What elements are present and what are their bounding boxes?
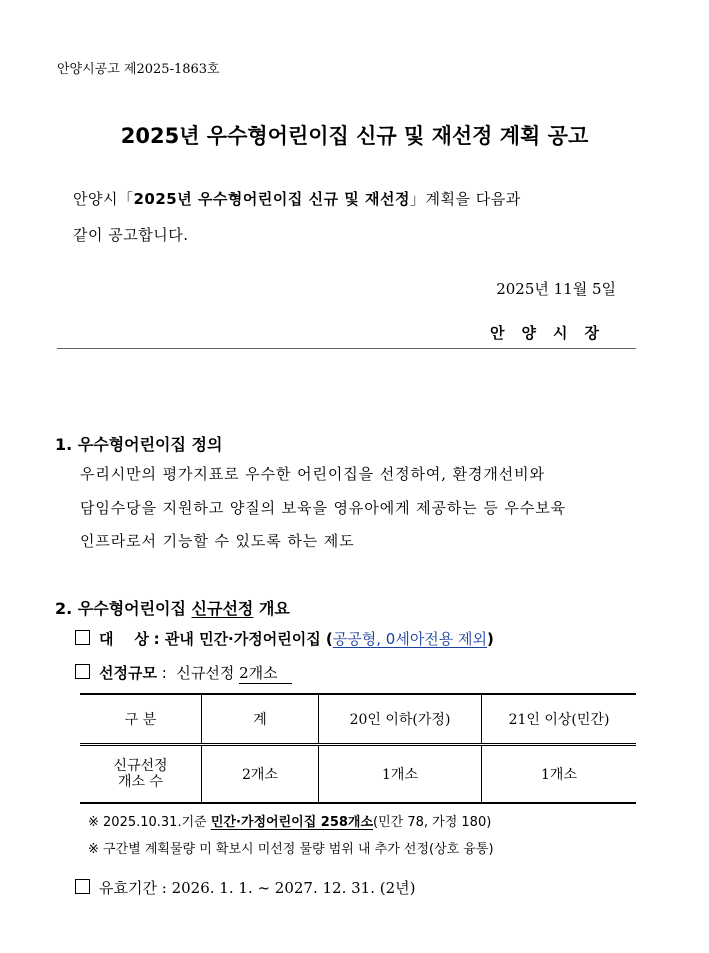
intro-line-1	[73, 188, 521, 209]
notice-number: 안양시공고 제2025-1863호	[57, 62, 220, 77]
scale-text: 신규선정	[176, 664, 235, 682]
intro-prefix: 안양시「	[73, 190, 134, 208]
notice-date: 2025년 11월 5일	[496, 280, 616, 298]
table-cell: 2개소	[202, 745, 319, 804]
signer: 안양시장	[490, 324, 616, 342]
table-cell: 1개소	[319, 745, 482, 804]
row-head-line-2: 개소 수	[117, 774, 164, 790]
table-header-cell: 20인 이하(가정)	[319, 694, 482, 745]
section-1-line-3: 인프라로서 기능할 수 있도록 하는 제도	[80, 532, 355, 550]
checkbox-icon	[75, 664, 90, 679]
table-row-head	[80, 745, 202, 804]
section-1-line-2: 담임수당을 지원하고 양질의 보육을 영유아에게 제공하는 등 우수보육	[80, 499, 566, 517]
note-1	[88, 811, 491, 830]
note-1-prefix: ※ 2025.10.31.기준	[88, 815, 211, 830]
target-value: : 관내 민간·가정어린이집 (	[153, 630, 333, 648]
row-head-line-1: 신규선정	[113, 758, 168, 774]
section-2-heading-underlined: 신규선정	[191, 599, 254, 618]
section-1-heading: 1. 우수형어린이집 정의	[55, 435, 223, 454]
section-2-heading-suffix: 개요	[253, 599, 290, 618]
table-header-cell: 21인 이상(민간)	[482, 694, 637, 745]
table-row	[80, 745, 636, 804]
table-header-row	[80, 694, 636, 745]
intro-line-2: 같이 공고합니다.	[73, 226, 189, 244]
note-2: ※ 구간별 계획물량 미 확보시 미선정 물량 범위 내 추가 선정(상호 융통)	[88, 842, 494, 857]
table-header-cell: 계	[202, 694, 319, 745]
section-2-heading	[55, 596, 290, 619]
scale-label: 선정규모	[99, 664, 157, 682]
target-label: 대 상	[99, 630, 149, 648]
validity-label: 유효기간	[99, 879, 157, 897]
document-title: 2025년 우수형어린이집 신규 및 재선정 계획 공고	[120, 124, 589, 148]
table-header-cell: 구 분	[80, 694, 202, 745]
checkbox-icon	[75, 630, 90, 645]
target-close: )	[487, 630, 494, 648]
header-divider	[57, 348, 636, 349]
scale-line	[75, 662, 292, 684]
scale-colon: :	[161, 664, 167, 682]
table-cell: 1개소	[482, 745, 637, 804]
scale-value: 2개소	[239, 662, 292, 684]
intro-suffix: 」계획을 다음과	[409, 190, 521, 208]
validity-colon: :	[161, 879, 167, 897]
validity-value: 2026. 1. 1. ~ 2027. 12. 31. (2년)	[171, 879, 416, 897]
target-line	[75, 628, 494, 649]
intro-plan-name: 2025년 우수형어린이집 신규 및 재선정	[133, 190, 410, 208]
note-1-bold: 민간·가정어린이집 258개소	[210, 815, 374, 830]
section-2-heading-prefix: 2. 우수형어린이집	[55, 599, 192, 618]
section-1-line-1: 우리시만의 평가지표로 우수한 어린이집을 선정하여, 환경개선비와	[80, 465, 545, 483]
note-1-suffix: (민간 78, 가정 180)	[373, 815, 492, 830]
checkbox-icon	[75, 879, 90, 894]
validity-line	[75, 877, 416, 898]
target-exclusion: 공공형, 0세아전용 제외	[332, 630, 488, 648]
quota-table	[80, 693, 636, 804]
